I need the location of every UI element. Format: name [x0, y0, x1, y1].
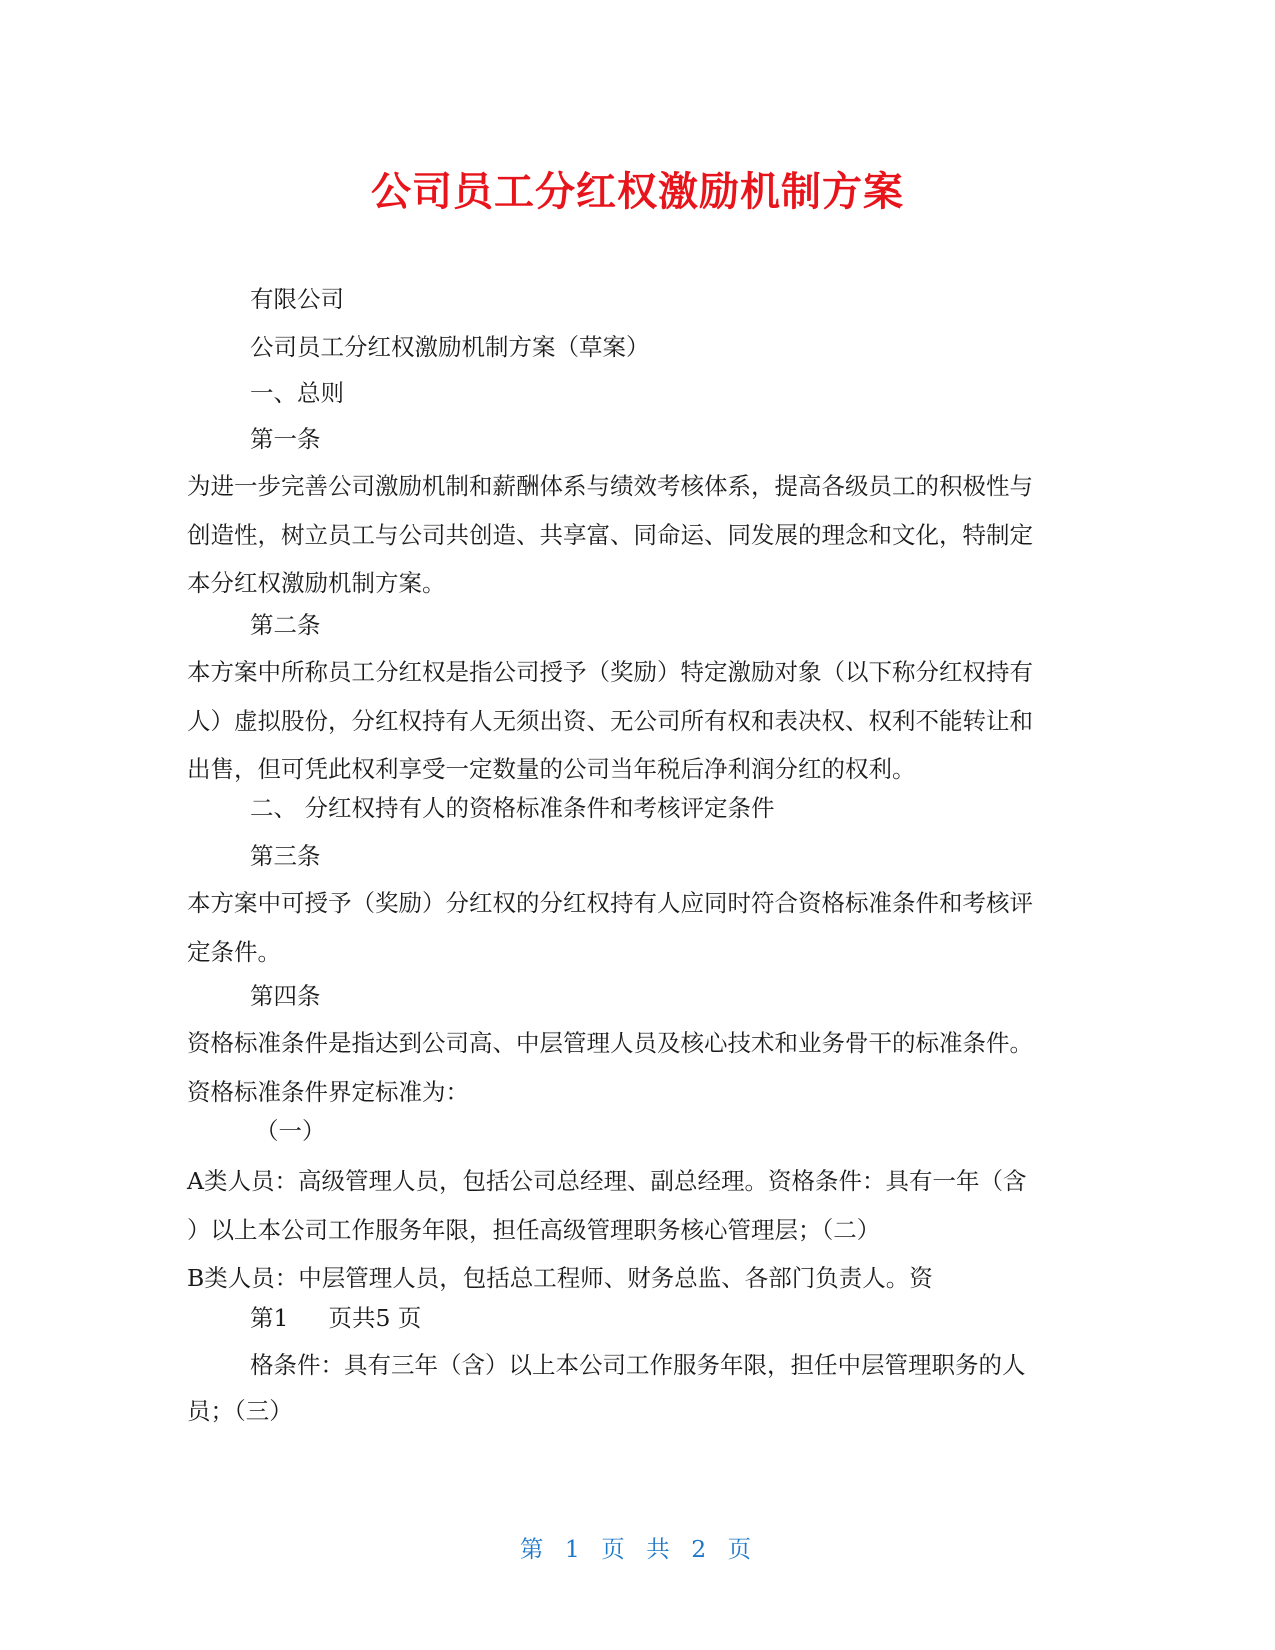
category-line: A类人员：高级管理人员，包括公司总经理、副总经理。资格条件：具有一年（含 [187, 1167, 1027, 1195]
continuation-line: 员；（三） [187, 1397, 293, 1425]
section-heading-qualification: 二、 分红权持有人的资格标准条件和考核评定条件 [250, 794, 775, 822]
section-heading-general: 一、总则 [250, 379, 344, 407]
article-4-body [187, 1019, 1087, 1116]
company-name: 有限公司 [250, 285, 344, 313]
article-1-line: 创造性，树立员工与公司共创造、共享富、同命运、同发展的理念和文化，特制定 [187, 520, 1033, 549]
article-2-line: 本方案中所称员工分红权是指公司授予（奖励）特定激励对象（以下称分红权持有 [187, 658, 1033, 686]
category-line: ）以上本公司工作服务年限，担任高级管理职务核心管理层；（二） [187, 1215, 881, 1244]
article-3-line: 定条件。 [187, 937, 281, 966]
inner-page-marker [250, 1302, 421, 1334]
article-1-body [187, 462, 1087, 608]
item-label-1: （一） [255, 1117, 326, 1145]
article-1-line: 本分红权激励机制方案。 [187, 569, 446, 597]
category-line: B类人员：中层管理人员，包括总工程师、财务总监、各部门负责人。资 [187, 1264, 933, 1292]
article-1-line: 为进一步完善公司激励机制和薪酬体系与绩效考核体系，提高各级员工的积极性与 [187, 472, 1033, 500]
page-footer: 第 1 页 共 2 页 [519, 1535, 756, 1563]
article-label-1: 第一条 [250, 425, 321, 453]
article-2-body [187, 648, 1087, 794]
article-label-3: 第三条 [250, 842, 321, 870]
inner-page-marker-left: 第1 [250, 1304, 289, 1332]
continuation-line: 格条件：具有三年（含）以上本公司工作服务年限，担任中层管理职务的人 [250, 1351, 1026, 1379]
article-3-body [187, 879, 1087, 976]
article-label-2: 第二条 [250, 611, 321, 639]
document-subtitle: 公司员工分红权激励机制方案（草案） [250, 333, 650, 361]
article-3-line: 本方案中可授予（奖励）分红权的分红权持有人应同时符合资格标准条件和考核评 [187, 889, 1033, 917]
article-4-line: 资格标准条件是指达到公司高、中层管理人员及核心技术和业务骨干的标准条件。 [187, 1029, 1033, 1057]
category-body [187, 1157, 1087, 1303]
article-2-line: 人）虚拟股份，分红权持有人无须出资、无公司所有权和表决权、权利不能转让和 [187, 706, 1033, 735]
document-title: 公司员工分红权激励机制方案 [371, 169, 904, 215]
article-label-4: 第四条 [250, 982, 321, 1010]
article-4-line: 资格标准条件界定标准为： [187, 1077, 469, 1106]
article-2-line: 出售，但可凭此权利享受一定数量的公司当年税后净利润分红的权利。 [187, 755, 916, 783]
inner-page-marker-right: 页共5 页 [328, 1304, 422, 1332]
